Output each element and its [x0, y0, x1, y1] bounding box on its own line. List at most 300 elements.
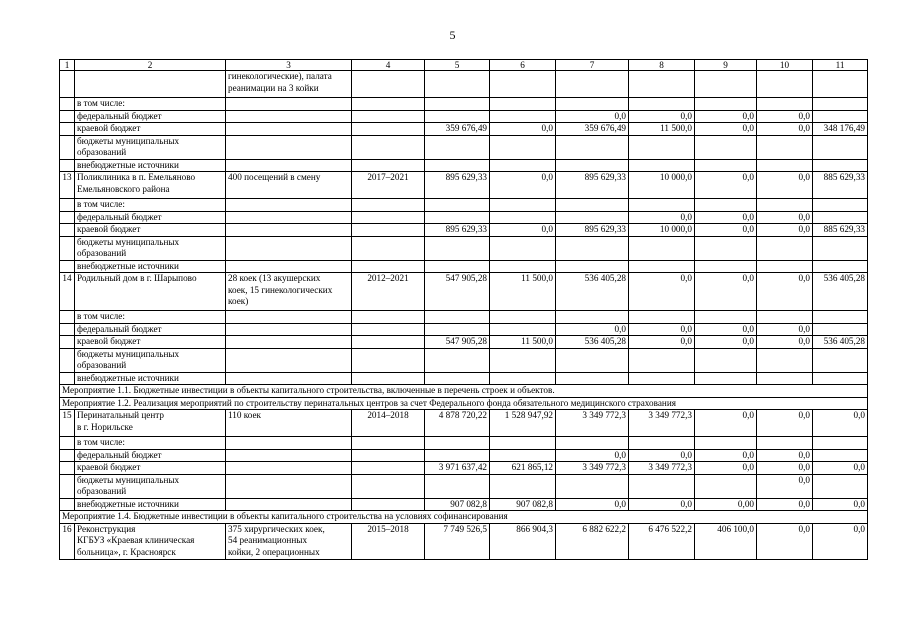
table-cell: 10 000,0: [629, 224, 695, 237]
table-cell: [425, 159, 490, 172]
table-cell: 0,0: [695, 172, 757, 199]
table-cell: 536 405,28: [813, 273, 868, 311]
table-cell: [556, 260, 629, 273]
table-cell: [60, 348, 75, 372]
table-cell: 0,0: [757, 273, 813, 311]
table-cell: 0,0: [757, 336, 813, 349]
table-cell: [757, 437, 813, 450]
table-cell: [757, 199, 813, 212]
table-cell: 895 629,33: [425, 224, 490, 237]
table-cell: [629, 372, 695, 385]
table-cell: [226, 260, 352, 273]
table-cell: бюджеты муниципальных образований: [75, 236, 226, 260]
table-cell: [352, 348, 425, 372]
table-cell: [425, 437, 490, 450]
table-row: [60, 159, 868, 172]
table-cell: [490, 437, 556, 450]
table-cell: в том числе:: [75, 311, 226, 324]
table-cell: [695, 71, 757, 98]
table-cell: внебюджетные источники: [75, 498, 226, 511]
header-cell: 8: [629, 60, 695, 71]
table-cell: [60, 71, 75, 98]
table-cell: [490, 110, 556, 123]
table-row: [60, 110, 868, 123]
table-cell: [813, 199, 868, 212]
table-row: [60, 98, 868, 111]
table-cell: 0,0: [556, 449, 629, 462]
table-cell: 0,0: [556, 110, 629, 123]
table-cell: в том числе:: [75, 98, 226, 111]
section-row: [60, 397, 868, 410]
table-cell: [757, 159, 813, 172]
table-cell: [60, 474, 75, 498]
table-cell: [490, 211, 556, 224]
table-cell: бюджеты муниципальных образований: [75, 135, 226, 159]
table-cell: Реконструкция КГБУЗ «Краевая клиническая больница», г. Красноярск: [75, 523, 226, 559]
table-cell: 3 349 772,3: [629, 410, 695, 437]
table-cell: [556, 71, 629, 98]
table-cell: [556, 159, 629, 172]
table-cell: [226, 311, 352, 324]
table-cell: [425, 135, 490, 159]
table-cell: [695, 159, 757, 172]
table-cell: 536 405,28: [556, 273, 629, 311]
table-cell: 0,0: [629, 323, 695, 336]
table-cell: [226, 372, 352, 385]
table-cell: [352, 199, 425, 212]
table-cell: [813, 98, 868, 111]
table-cell: [757, 71, 813, 98]
table-cell: [226, 135, 352, 159]
table-cell: [490, 348, 556, 372]
table-cell: краевой бюджет: [75, 224, 226, 237]
table-cell: [695, 311, 757, 324]
table-cell: [757, 372, 813, 385]
table-cell: [629, 236, 695, 260]
table-cell: [226, 110, 352, 123]
table-cell: 10 000,0: [629, 172, 695, 199]
page-number: 5: [449, 28, 456, 42]
table-row: [60, 211, 868, 224]
section-row: [60, 511, 868, 524]
table-cell: [425, 323, 490, 336]
table-cell: 0,0: [629, 110, 695, 123]
table-cell: в том числе:: [75, 199, 226, 212]
table-cell: 547 905,28: [425, 336, 490, 349]
table-cell: [352, 372, 425, 385]
table-cell: краевой бюджет: [75, 462, 226, 475]
table-cell: [629, 474, 695, 498]
table-cell: [60, 498, 75, 511]
header-cell: 6: [490, 60, 556, 71]
table-cell: [556, 135, 629, 159]
table-cell: 1 528 947,92: [490, 410, 556, 437]
table-row: [60, 123, 868, 136]
table-row: [60, 348, 868, 372]
table-cell: 0,00: [695, 498, 757, 511]
table-cell: [757, 348, 813, 372]
table-cell: 4 878 720,22: [425, 410, 490, 437]
table-cell: 0,0: [695, 110, 757, 123]
table-cell: [60, 224, 75, 237]
table-cell: [425, 110, 490, 123]
table-cell: [813, 437, 868, 450]
section-title: Мероприятие 1.4. Бюджетные инвестиции в объекты капитального строительства на условиях софинансирования: [60, 511, 868, 524]
table-cell: 3 349 772,3: [556, 462, 629, 475]
table-cell: [629, 135, 695, 159]
table-cell: [60, 236, 75, 260]
table-cell: федеральный бюджет: [75, 323, 226, 336]
table-cell: [813, 159, 868, 172]
table-cell: [695, 98, 757, 111]
table-cell: [75, 71, 226, 98]
table-row: [60, 523, 868, 559]
table-row: [60, 172, 868, 199]
table-cell: 895 629,33: [556, 224, 629, 237]
table-cell: [556, 311, 629, 324]
table-cell: 907 082,8: [425, 498, 490, 511]
table-cell: [226, 498, 352, 511]
table-cell: 2017–2021: [352, 172, 425, 199]
table-cell: [352, 449, 425, 462]
table-cell: 2015–2018: [352, 523, 425, 559]
table-cell: 0,0: [757, 410, 813, 437]
table-cell: 0,0: [556, 323, 629, 336]
header-row: [60, 60, 868, 71]
table-cell: [352, 474, 425, 498]
table-cell: 0,0: [556, 498, 629, 511]
table-cell: [695, 474, 757, 498]
header-cell: 5: [425, 60, 490, 71]
table-cell: 15: [60, 410, 75, 437]
table-cell: [60, 123, 75, 136]
table-cell: 359 676,49: [556, 123, 629, 136]
table-cell: [695, 348, 757, 372]
table-cell: [425, 372, 490, 385]
table-cell: [60, 336, 75, 349]
table-row: [60, 372, 868, 385]
table-cell: [490, 98, 556, 111]
table-cell: [226, 437, 352, 450]
table-row: [60, 236, 868, 260]
table-cell: [629, 98, 695, 111]
table-cell: [556, 372, 629, 385]
table-cell: [60, 372, 75, 385]
table-cell: [813, 110, 868, 123]
table-cell: 0,0: [695, 123, 757, 136]
table-cell: 621 865,12: [490, 462, 556, 475]
table-cell: [490, 474, 556, 498]
table-cell: [425, 449, 490, 462]
table-cell: [629, 311, 695, 324]
table-cell: [226, 123, 352, 136]
table-cell: 3 349 772,3: [556, 410, 629, 437]
table-cell: [757, 135, 813, 159]
table-cell: [352, 498, 425, 511]
table-cell: гинекологические), палата реанимации на 3 койки: [226, 71, 352, 98]
table-cell: [556, 348, 629, 372]
table-cell: [757, 311, 813, 324]
table-cell: [813, 311, 868, 324]
table-cell: [425, 211, 490, 224]
table-cell: 0,0: [629, 211, 695, 224]
table-cell: [352, 323, 425, 336]
table-cell: [425, 236, 490, 260]
table-cell: [757, 260, 813, 273]
table-cell: Перинатальный центр в г. Норильске: [75, 410, 226, 437]
table-cell: [490, 260, 556, 273]
table-cell: [695, 260, 757, 273]
table-cell: [629, 71, 695, 98]
table-cell: 0,0: [695, 224, 757, 237]
table-cell: 11 500,0: [629, 123, 695, 136]
table-cell: [60, 260, 75, 273]
table-row: [60, 224, 868, 237]
table-cell: [352, 123, 425, 136]
table-cell: 0,0: [757, 172, 813, 199]
table-cell: [629, 159, 695, 172]
table-cell: краевой бюджет: [75, 336, 226, 349]
table-cell: 0,0: [490, 224, 556, 237]
table-cell: 895 629,33: [556, 172, 629, 199]
table-cell: 0,0: [490, 172, 556, 199]
table-cell: 0,0: [695, 323, 757, 336]
table-cell: 13: [60, 172, 75, 199]
header-cell: 4: [352, 60, 425, 71]
table-cell: федеральный бюджет: [75, 110, 226, 123]
header-cell: 2: [75, 60, 226, 71]
table-row: [60, 199, 868, 212]
table-cell: 3 349 772,3: [629, 462, 695, 475]
table-cell: [813, 71, 868, 98]
table-cell: 6 882 622,2: [556, 523, 629, 559]
table-cell: [813, 323, 868, 336]
table-cell: [425, 199, 490, 212]
table-cell: 0,0: [813, 410, 868, 437]
table-cell: бюджеты муниципальных образований: [75, 348, 226, 372]
header-cell: 11: [813, 60, 868, 71]
table-row: [60, 437, 868, 450]
table-cell: [425, 311, 490, 324]
table-cell: [629, 348, 695, 372]
table-cell: [425, 260, 490, 273]
header-cell: 7: [556, 60, 629, 71]
table-cell: [556, 199, 629, 212]
table-cell: федеральный бюджет: [75, 211, 226, 224]
table-cell: [60, 98, 75, 111]
table-cell: [490, 323, 556, 336]
table-cell: [60, 311, 75, 324]
table-row: [60, 410, 868, 437]
table-cell: [490, 135, 556, 159]
table-cell: 0,0: [757, 523, 813, 559]
table-cell: 2014–2018: [352, 410, 425, 437]
table-cell: 3 971 637,42: [425, 462, 490, 475]
table-cell: [695, 135, 757, 159]
table-cell: 0,0: [695, 462, 757, 475]
table-cell: [695, 437, 757, 450]
table-cell: 0,0: [757, 224, 813, 237]
table-cell: 0,0: [695, 449, 757, 462]
table-cell: 0,0: [629, 273, 695, 311]
table-cell: 14: [60, 273, 75, 311]
table-cell: [60, 135, 75, 159]
table-row: [60, 336, 868, 349]
table-cell: 0,0: [757, 449, 813, 462]
table-cell: [813, 474, 868, 498]
table-cell: 359 676,49: [425, 123, 490, 136]
table-row: [60, 71, 868, 98]
table-cell: [490, 159, 556, 172]
table-cell: [226, 236, 352, 260]
header-cell: 3: [226, 60, 352, 71]
table-cell: 895 629,33: [425, 172, 490, 199]
table-cell: [490, 372, 556, 385]
table-cell: 0,0: [757, 110, 813, 123]
table-cell: [60, 159, 75, 172]
table-cell: [490, 449, 556, 462]
table-cell: 866 904,3: [490, 523, 556, 559]
table-cell: в том числе:: [75, 437, 226, 450]
table-cell: [352, 159, 425, 172]
table-cell: внебюджетные источники: [75, 372, 226, 385]
table-cell: [813, 260, 868, 273]
table-cell: [556, 474, 629, 498]
table-cell: [226, 462, 352, 475]
table-row: [60, 135, 868, 159]
table-cell: 110 коек: [226, 410, 352, 437]
table-cell: [629, 437, 695, 450]
table-cell: 907 082,8: [490, 498, 556, 511]
section-row: [60, 385, 868, 398]
table-cell: [556, 437, 629, 450]
table-cell: [490, 199, 556, 212]
header-cell: 9: [695, 60, 757, 71]
table-cell: 11 500,0: [490, 273, 556, 311]
table-cell: [226, 323, 352, 336]
table-cell: 0,0: [490, 123, 556, 136]
table-cell: [60, 199, 75, 212]
table-cell: [352, 224, 425, 237]
table-cell: 0,0: [695, 273, 757, 311]
table-cell: внебюджетные источники: [75, 159, 226, 172]
table-cell: 0,0: [695, 211, 757, 224]
table-row: [60, 449, 868, 462]
table-cell: [226, 199, 352, 212]
table-cell: 406 100,0: [695, 523, 757, 559]
table-cell: [352, 98, 425, 111]
table-cell: бюджеты муниципальных образований: [75, 474, 226, 498]
table-cell: [60, 449, 75, 462]
table-cell: 348 176,49: [813, 123, 868, 136]
table-cell: [352, 311, 425, 324]
table-cell: 0,0: [695, 336, 757, 349]
table-cell: [556, 98, 629, 111]
budget-table: [59, 59, 868, 560]
table-row: [60, 273, 868, 311]
table-cell: 536 405,28: [556, 336, 629, 349]
table-cell: 0,0: [757, 211, 813, 224]
table-cell: 0,0: [813, 462, 868, 475]
table-cell: [226, 211, 352, 224]
table-cell: 0,0: [813, 523, 868, 559]
table-cell: 0,0: [629, 336, 695, 349]
table-cell: [813, 449, 868, 462]
table-cell: [425, 71, 490, 98]
table-cell: [425, 474, 490, 498]
table-cell: 400 посещений в смену: [226, 172, 352, 199]
header-cell: 10: [757, 60, 813, 71]
table-row: [60, 498, 868, 511]
table-cell: 6 476 522,2: [629, 523, 695, 559]
table-cell: [556, 236, 629, 260]
table-cell: [757, 98, 813, 111]
table-cell: 7 749 526,5: [425, 523, 490, 559]
table-cell: [352, 437, 425, 450]
table-cell: [60, 323, 75, 336]
table-row: [60, 260, 868, 273]
table-cell: [757, 236, 813, 260]
table-cell: [629, 260, 695, 273]
table-cell: [352, 211, 425, 224]
table-cell: 16: [60, 523, 75, 559]
table-cell: [813, 135, 868, 159]
table-cell: [490, 71, 556, 98]
table-cell: [695, 199, 757, 212]
table-cell: [813, 236, 868, 260]
table-cell: [226, 224, 352, 237]
table-cell: [425, 348, 490, 372]
table-row: [60, 311, 868, 324]
table-cell: [490, 311, 556, 324]
table-cell: [425, 98, 490, 111]
table-cell: [226, 98, 352, 111]
table-cell: [60, 437, 75, 450]
table-cell: краевой бюджет: [75, 123, 226, 136]
table-cell: [226, 449, 352, 462]
table-row: [60, 474, 868, 498]
table-cell: 885 629,33: [813, 172, 868, 199]
table-cell: [813, 372, 868, 385]
table-cell: 375 хирургических коек, 54 реанимационных койки, 2 операционных: [226, 523, 352, 559]
table-cell: 0,0: [757, 474, 813, 498]
table-cell: 28 коек (13 акушерских коек, 15 гинекологических коек): [226, 273, 352, 311]
table-cell: [352, 260, 425, 273]
table-cell: Родильный дом в г. Шарыпово: [75, 273, 226, 311]
table-cell: [813, 211, 868, 224]
table-cell: [629, 199, 695, 212]
table-cell: 0,0: [757, 123, 813, 136]
table-cell: федеральный бюджет: [75, 449, 226, 462]
table-cell: [226, 159, 352, 172]
table-cell: [352, 236, 425, 260]
header-cell: 1: [60, 60, 75, 71]
section-title: Мероприятие 1.1. Бюджетные инвестиции в объекты капитального строительства, включенные в перечень строек и объектов.: [60, 385, 868, 398]
table-cell: [226, 474, 352, 498]
table-cell: Поликлиника в п. Емельяново Емельяновского района: [75, 172, 226, 199]
table-cell: 0,0: [695, 410, 757, 437]
table-cell: 0,0: [757, 323, 813, 336]
table-cell: [60, 211, 75, 224]
table-cell: [60, 462, 75, 475]
table-cell: 11 500,0: [490, 336, 556, 349]
table-row: [60, 462, 868, 475]
section-title: Мероприятие 1.2. Реализация мероприятий по строительству перинатальных центров за счет Федерального фонда обязательного медицинского страхования: [60, 397, 868, 410]
table-cell: [813, 348, 868, 372]
table-cell: внебюджетные источники: [75, 260, 226, 273]
table-cell: [352, 462, 425, 475]
table-cell: [226, 348, 352, 372]
